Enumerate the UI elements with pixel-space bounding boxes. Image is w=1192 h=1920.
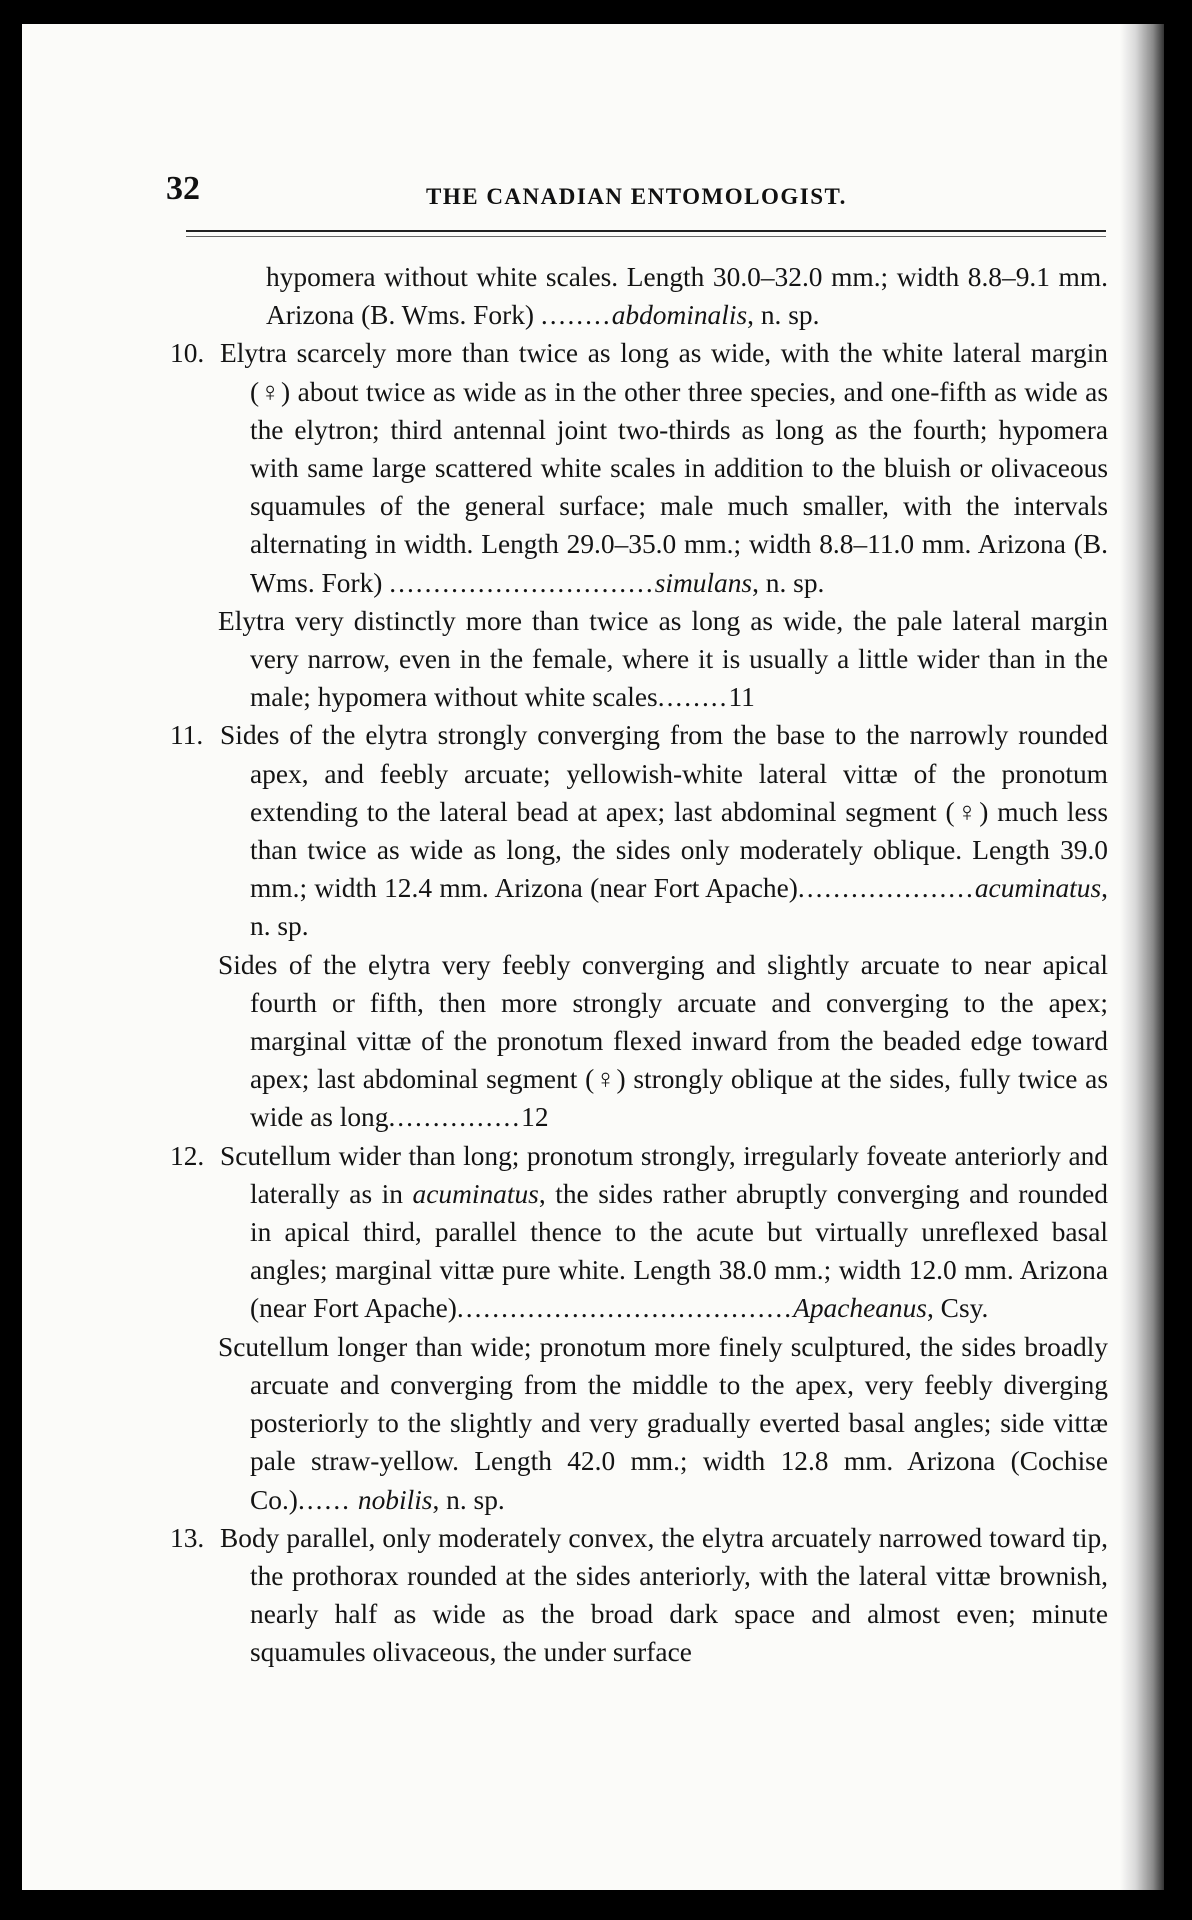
couplet-number: 10. bbox=[170, 338, 205, 369]
couplet-reference: 12 bbox=[521, 1102, 549, 1133]
entry-11-alternate: Sides of the elytra very feebly converging and slightly arcuate to near apical fourth or fifth, then more strongly arcuate and converging to the apex; marginal vittæ of the pronotum flexed inward from the beaded edge toward apex; last abdominal segment (♀) strongly oblique at the sides, fully twice as wide as long...............12 bbox=[218, 949, 1108, 1133]
entry-10: 10. Elytra scarcely more than twice as long as wide, with the white lateral margin (♀) about twice as wide as in the other three species, and one-fifth as wide as the elytron; third antennal joint two-thirds as long as the fourth; hypomera with same large scattered white scales in addition to the bluish or olivaceous squamules of the general surface; male much smaller, with the intervals alternating in width. Length 29.0–35.0 mm.; width 8.8–11.0 mm. Arizona (B. Wms. Fork) ..............................simulans, n. sp. bbox=[170, 334, 1108, 601]
running-title: THE CANADIAN ENTOMOLOGIST. bbox=[426, 184, 847, 209]
couplet-reference: 11 bbox=[728, 682, 755, 713]
page-header bbox=[166, 166, 1106, 226]
couplet-number: 11. bbox=[170, 720, 204, 751]
entry-12: 12. Scutellum wider than long; pronotum strongly, irregularly foveate anteriorly and laterally as in acuminatus, the sides rather abruptly converging and rounded in apical third, parallel thence to the acute but virtually unreflexed basal angles; marginal vittæ pure white. Length 38.0 mm.; width 12.0 mm. Arizona (near Fort Apache)......................................Apacheanus, Csy. bbox=[170, 1137, 1108, 1328]
page-gutter-shadow bbox=[1120, 24, 1164, 1890]
entry-11: 11. Sides of the elytra strongly converging from the base to the narrowly rounded apex, and feebly arcuate; yellowish-white lateral vittæ of the pronotum extending to the lateral bead at apex; last abdominal segment (♀) much less than twice as wide as long, the sides only moderately oblique. Length 39.0 mm.; width 12.4 mm. Arizona (near Fort Apache)....................acuminatus, n. sp. bbox=[170, 716, 1108, 945]
species-name: acuminatus bbox=[974, 873, 1102, 904]
entry-9-continuation: hypomera without white scales. Length 30.0–32.0 mm.; width 8.8–9.1 mm. Arizona (B. Wms. Fork) ........abdominalis, n. sp. bbox=[266, 262, 1108, 331]
species-name: nobilis bbox=[357, 1484, 433, 1515]
entry-10-alternate: Elytra very distinctly more than twice as long as wide, the pale lateral margin very narrow, even in the female, where it is usually a little wider than in the male; hypomera without white scales........11 bbox=[218, 605, 1108, 713]
header-rule bbox=[186, 230, 1106, 232]
couplet-number: 13. bbox=[170, 1522, 205, 1553]
species-name: abdominalis bbox=[611, 300, 748, 331]
species-name: Apacheanus bbox=[793, 1293, 927, 1324]
species-reference: acuminatus bbox=[412, 1178, 539, 1209]
page-number: 32 bbox=[166, 170, 200, 207]
entry-13: 13. Body parallel, only moderately convex, the elytra arcuately narrowed toward tip, the prothorax rounded at the sides anteriorly, with the lateral vittæ brownish, nearly half as wide as the broad dark space and almost even; minute squamules olivaceous, the under surface bbox=[170, 1519, 1108, 1672]
header-rule-thin bbox=[186, 236, 1106, 237]
key-text bbox=[170, 258, 1108, 1672]
couplet-number: 12. bbox=[170, 1140, 205, 1171]
species-name: simulans bbox=[654, 567, 753, 598]
entry-12-alternate: Scutellum longer than wide; pronotum more finely sculptured, the sides broadly arcuate and converging from the middle to the apex, very feebly diverging posteriorly to the slightly and very gradually everted basal angles; side vittæ pale straw-yellow. Length 42.0 mm.; width 12.8 mm. Arizona (Cochise Co.)...... nobilis, n. sp. bbox=[218, 1331, 1108, 1515]
